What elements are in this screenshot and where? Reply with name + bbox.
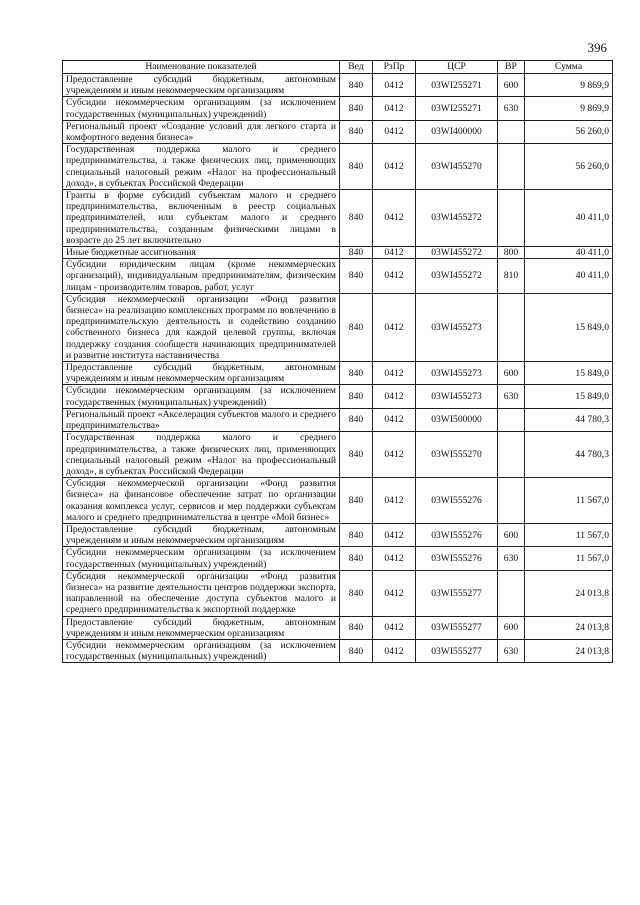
- row-name-cell: Иные бюджетные ассигнования: [63, 247, 340, 259]
- row-csr-cell: 03WI455272: [416, 247, 498, 259]
- header-csr: ЦСР: [416, 61, 498, 74]
- row-sum-cell: 44 780,3: [525, 408, 613, 431]
- row-name-cell: Предоставление субсидий бюджетным, автономным учреждениям и иным некоммерческим организациям: [63, 362, 340, 385]
- row-ved-cell: 840: [340, 293, 373, 361]
- row-csr-cell: 03WI555277: [416, 616, 498, 639]
- row-rzpr-cell: 0412: [373, 478, 416, 524]
- row-name-cell: Предоставление субсидий бюджетным, автономным учреждениям и иным некоммерческим организациям: [63, 74, 340, 97]
- row-ved-cell: 840: [340, 120, 373, 143]
- row-rzpr-cell: 0412: [373, 570, 416, 616]
- row-vr-cell: 600: [498, 74, 525, 97]
- row-csr-cell: 03WI455273: [416, 362, 498, 385]
- row-ved-cell: 840: [340, 144, 373, 190]
- row-rzpr-cell: 0412: [373, 293, 416, 361]
- table-row: [63, 547, 613, 570]
- table-row: [63, 639, 613, 662]
- row-rzpr-cell: 0412: [373, 120, 416, 143]
- row-name-cell: Субсидия некоммерческой организации «Фонд развития бизнеса» на реализацию комплексных программ по вовлечению в предпринимательскую деятельность и содействию созданию собственного бизнеса для каждой целевой группы, включая поддержку создания сообществ начинающих предпринимателей и развитие института наставничества: [63, 293, 340, 361]
- row-name-cell: Субсидии некоммерческим организациям (за исключением государственных (муниципальных) учреждений): [63, 547, 340, 570]
- row-vr-cell: [498, 120, 525, 143]
- row-csr-cell: 03WI500000: [416, 408, 498, 431]
- row-vr-cell: 800: [498, 247, 525, 259]
- row-ved-cell: 840: [340, 432, 373, 478]
- table-row: [63, 190, 613, 247]
- row-vr-cell: [498, 144, 525, 190]
- row-vr-cell: [498, 190, 525, 247]
- row-vr-cell: 600: [498, 523, 525, 546]
- row-sum-cell: 56 260,0: [525, 144, 613, 190]
- table-row: [63, 144, 613, 190]
- row-csr-cell: 03WI555270: [416, 432, 498, 478]
- row-sum-cell: 11 567,0: [525, 523, 613, 546]
- row-rzpr-cell: 0412: [373, 547, 416, 570]
- row-ved-cell: 840: [340, 478, 373, 524]
- row-sum-cell: 15 849,0: [525, 293, 613, 361]
- row-vr-cell: 600: [498, 616, 525, 639]
- page-number: 396: [587, 40, 607, 55]
- table-row: [63, 478, 613, 524]
- row-vr-cell: 810: [498, 259, 525, 294]
- row-name-cell: Государственная поддержка малого и среднего предпринимательства, а также физических лиц, применяющих специальный налоговый режим «Налог на профессиональный доход», в субъектах Российской Федерации: [63, 432, 340, 478]
- row-sum-cell: 11 567,0: [525, 478, 613, 524]
- row-csr-cell: 03WI555277: [416, 570, 498, 616]
- row-ved-cell: 840: [340, 385, 373, 408]
- table-row: [63, 259, 613, 294]
- row-name-cell: Субсидии некоммерческим организациям (за исключением государственных (муниципальных) учреждений): [63, 385, 340, 408]
- table-row: [63, 616, 613, 639]
- budget-table: [62, 60, 613, 663]
- table-body: [63, 74, 613, 663]
- row-vr-cell: 630: [498, 547, 525, 570]
- row-sum-cell: 56 260,0: [525, 120, 613, 143]
- row-ved-cell: 840: [340, 190, 373, 247]
- row-csr-cell: 03WI255271: [416, 97, 498, 120]
- row-sum-cell: 40 411,0: [525, 190, 613, 247]
- row-vr-cell: [498, 478, 525, 524]
- row-sum-cell: 40 411,0: [525, 247, 613, 259]
- table-header-row: [63, 61, 613, 74]
- row-csr-cell: 03WI555277: [416, 639, 498, 662]
- header-rzpr: РзПр: [373, 61, 416, 74]
- row-rzpr-cell: 0412: [373, 523, 416, 546]
- table-row: [63, 408, 613, 431]
- row-sum-cell: 44 780,3: [525, 432, 613, 478]
- row-csr-cell: 03WI555276: [416, 523, 498, 546]
- row-ved-cell: 840: [340, 523, 373, 546]
- row-sum-cell: 15 849,0: [525, 362, 613, 385]
- table-row: [63, 97, 613, 120]
- row-rzpr-cell: 0412: [373, 616, 416, 639]
- row-vr-cell: 630: [498, 639, 525, 662]
- row-ved-cell: 840: [340, 570, 373, 616]
- row-csr-cell: 03WI555276: [416, 478, 498, 524]
- row-sum-cell: 40 411,0: [525, 259, 613, 294]
- row-name-cell: Субсидии юридическим лицам (кроме некоммерческих организаций), индивидуальным предпринимателям, физическим лицам - производителям товаров, работ, услуг: [63, 259, 340, 294]
- row-csr-cell: 03WI455273: [416, 293, 498, 361]
- row-name-cell: Предоставление субсидий бюджетным, автономным учреждениям и иным некоммерческим организациям: [63, 616, 340, 639]
- row-sum-cell: 9 869,9: [525, 74, 613, 97]
- table-row: [63, 74, 613, 97]
- row-rzpr-cell: 0412: [373, 74, 416, 97]
- row-ved-cell: 840: [340, 547, 373, 570]
- row-rzpr-cell: 0412: [373, 362, 416, 385]
- row-ved-cell: 840: [340, 408, 373, 431]
- row-name-cell: Субсидии некоммерческим организациям (за исключением государственных (муниципальных) учреждений): [63, 97, 340, 120]
- header-sum: Сумма: [525, 61, 613, 74]
- row-name-cell: Субсидия некоммерческой организации «Фонд развития бизнеса» на финансовое обеспечение затрат по организации оказания комплекса услуг, сервисов и мер поддержки субъектам малого и среднего предпринимательства в центре «Мой бизнес»: [63, 478, 340, 524]
- row-sum-cell: 15 849,0: [525, 385, 613, 408]
- row-ved-cell: 840: [340, 247, 373, 259]
- row-ved-cell: 840: [340, 639, 373, 662]
- row-rzpr-cell: 0412: [373, 408, 416, 431]
- row-ved-cell: 840: [340, 74, 373, 97]
- row-rzpr-cell: 0412: [373, 190, 416, 247]
- row-vr-cell: [498, 570, 525, 616]
- row-sum-cell: 9 869,9: [525, 97, 613, 120]
- table-row: [63, 570, 613, 616]
- row-rzpr-cell: 0412: [373, 144, 416, 190]
- table-row: [63, 362, 613, 385]
- row-vr-cell: [498, 432, 525, 478]
- row-name-cell: Субсидии некоммерческим организациям (за исключением государственных (муниципальных) учреждений): [63, 639, 340, 662]
- table-row: [63, 432, 613, 478]
- row-vr-cell: 630: [498, 385, 525, 408]
- header-ved: Вед: [340, 61, 373, 74]
- row-name-cell: Государственная поддержка малого и среднего предпринимательства, а также физических лиц, применяющих специальный налоговый режим «Налог на профессиональный доход», в субъектах Российской Федерации: [63, 144, 340, 190]
- row-sum-cell: 24 013,8: [525, 616, 613, 639]
- row-rzpr-cell: 0412: [373, 385, 416, 408]
- row-vr-cell: 600: [498, 362, 525, 385]
- row-rzpr-cell: 0412: [373, 639, 416, 662]
- row-sum-cell: 24 013,8: [525, 639, 613, 662]
- row-csr-cell: 03WI555276: [416, 547, 498, 570]
- row-ved-cell: 840: [340, 362, 373, 385]
- row-rzpr-cell: 0412: [373, 247, 416, 259]
- header-vr: ВР: [498, 61, 525, 74]
- table-row: [63, 293, 613, 361]
- table-row: [63, 523, 613, 546]
- table-row: [63, 247, 613, 259]
- row-rzpr-cell: 0412: [373, 97, 416, 120]
- table-row: [63, 385, 613, 408]
- row-vr-cell: 630: [498, 97, 525, 120]
- row-name-cell: Региональный проект «Акселерация субъектов малого и среднего предпринимательства»: [63, 408, 340, 431]
- row-name-cell: Предоставление субсидий бюджетным, автономным учреждениям и иным некоммерческим организациям: [63, 523, 340, 546]
- row-name-cell: Региональный проект «Создание условий для легкого старта и комфортного ведения бизнеса»: [63, 120, 340, 143]
- row-rzpr-cell: 0412: [373, 259, 416, 294]
- row-csr-cell: 03WI255271: [416, 74, 498, 97]
- row-csr-cell: 03WI400000: [416, 120, 498, 143]
- row-csr-cell: 03WI455272: [416, 190, 498, 247]
- table-row: [63, 120, 613, 143]
- row-name-cell: Гранты в форме субсидий субъектам малого и среднего предпринимательства, включенным в реестр социальных предпринимателей, или субъектам малого и среднего предпринимательства, созданным физическими лицами в возрасте до 25 лет включительно: [63, 190, 340, 247]
- row-ved-cell: 840: [340, 616, 373, 639]
- row-ved-cell: 840: [340, 97, 373, 120]
- row-vr-cell: [498, 293, 525, 361]
- row-ved-cell: 840: [340, 259, 373, 294]
- row-csr-cell: 03WI455273: [416, 385, 498, 408]
- row-csr-cell: 03WI455272: [416, 259, 498, 294]
- row-sum-cell: 11 567,0: [525, 547, 613, 570]
- row-name-cell: Субсидия некоммерческой организации «Фонд развития бизнеса» на развитие деятельности центров поддержки экспорта, направленной на обеспечение доступа субъектов малого и среднего предпринимательства к экспортной поддержке: [63, 570, 340, 616]
- row-rzpr-cell: 0412: [373, 432, 416, 478]
- row-vr-cell: [498, 408, 525, 431]
- header-name: Наименование показателей: [63, 61, 340, 74]
- row-sum-cell: 24 013,8: [525, 570, 613, 616]
- row-csr-cell: 03WI455270: [416, 144, 498, 190]
